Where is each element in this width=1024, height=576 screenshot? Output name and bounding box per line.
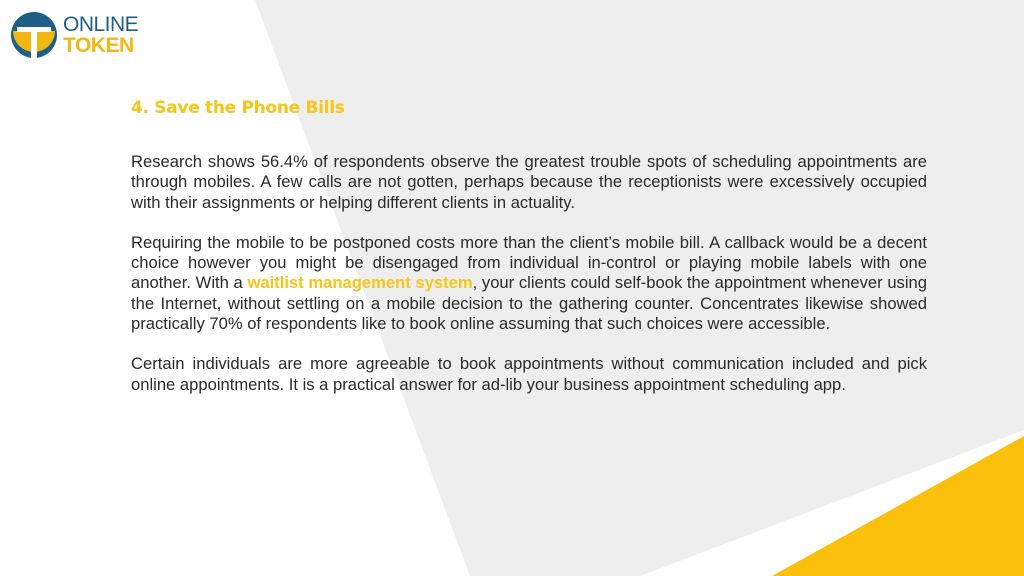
paragraph-2-end: , your clients could self-book the appointment whenever using the Internet, without settling on a mobile decision to the gathering counter. Concentrates likewise showed practically 70% of respondents like to book online assuming that such choices were accessible. xyxy=(131,273,927,334)
section-heading: 4. Save the Phone Bills xyxy=(131,98,345,118)
paragraph-1: Research shows 56.4% of respondents observe the greatest trouble spots of scheduling appointments are through mobiles. A few calls are not gotten, perhaps because the receptionists were excessively occupied with their assignments or helping different clients in actuality. xyxy=(131,152,927,212)
paragraph-2 xyxy=(131,233,927,334)
paragraph-2-start: Requiring the mobile to be postponed costs more than the client’s mobile bill. A callback would be a decent choice however you might be disengaged from individual in-control or playing mobile labels with one another. With a xyxy=(131,232,927,293)
logo-text-token: TOKEN xyxy=(63,34,134,57)
waitlist-management-link[interactable]: waitlist management system xyxy=(247,273,473,293)
logo-text-online: ONLINE xyxy=(63,13,139,36)
logo xyxy=(10,10,140,62)
logo-mark-icon xyxy=(10,10,60,60)
paragraph-3: Certain individuals are more agreeable to book appointments without communication included and pick online appointments. It is a practical answer for ad-lib your business appointment scheduling app. xyxy=(131,354,927,394)
article-body xyxy=(131,152,927,415)
